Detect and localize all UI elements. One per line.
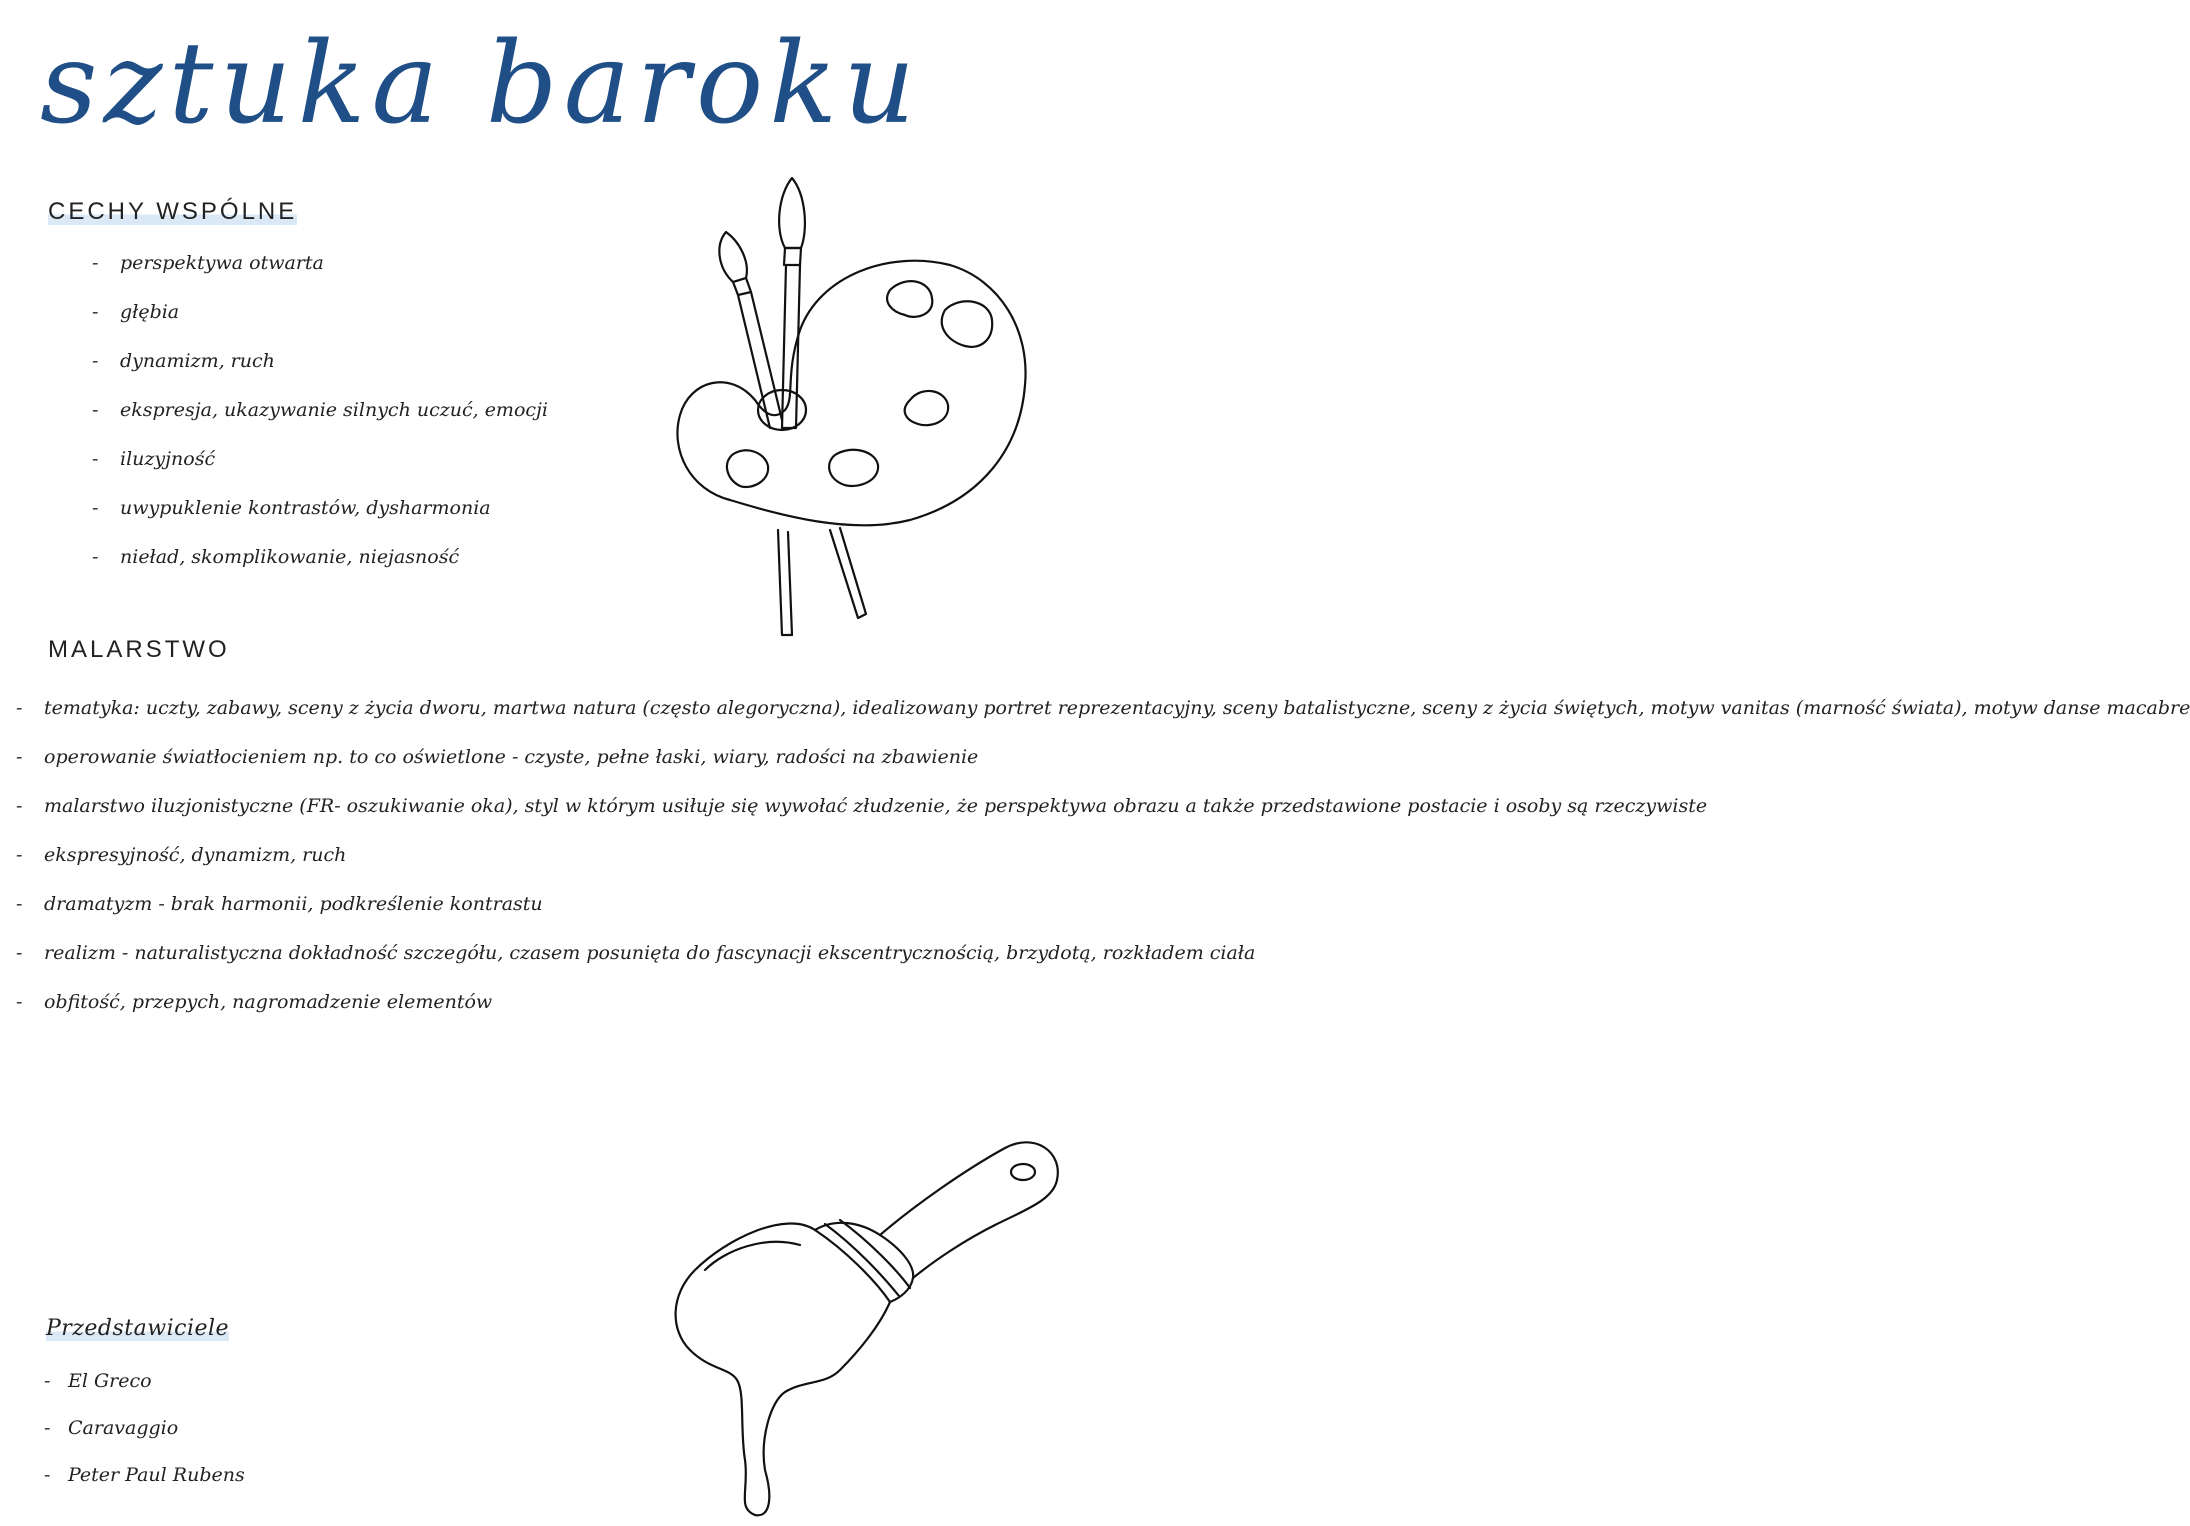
list-item: - malarstwo iluzjonistyczne (FR- oszukiwanie oka), styl w którym usiłuje się wywołać złudzenie, że perspektywa obrazu a także przedstawione postacie i osoby są rzeczywiste (16, 795, 1708, 817)
section-heading-common-features (48, 198, 297, 226)
list-item: - iluzyjność (92, 448, 216, 470)
section-heading-artists (46, 1316, 229, 1341)
list-item: - Caravaggio (44, 1417, 179, 1439)
list-item: - dynamizm, ruch (92, 350, 275, 372)
list-item: - Peter Paul Rubens (44, 1464, 245, 1486)
list-item: - tematyka: uczty, zabawy, sceny z życia dworu, martwa natura (często alegoryczna), idealizowany portret reprezentacyjny, sceny batalistyczne, sceny z życia świętych, motyw vanitas (marność świata), motyw danse macabre (16, 697, 2190, 719)
palette-with-brushes-icon (660, 170, 1040, 650)
list-item: - nieład, skomplikowanie, niejasność (92, 546, 460, 568)
paint-brush-icon (665, 1130, 1075, 1520)
list-item: - dramatyzm - brak harmonii, podkreślenie kontrastu (16, 893, 543, 915)
list-item: - perspektywa otwarta (92, 252, 324, 274)
section-heading-painting (48, 636, 230, 664)
heading-text: MALARSTWO (48, 636, 230, 663)
painting-features-list (0, 684, 2190, 1027)
list-item: - ekspresja, ukazywanie silnych uczuć, emocji (92, 399, 549, 421)
list-item: - obfitość, przepych, nagromadzenie elementów (16, 991, 493, 1013)
list-item: - uwypuklenie kontrastów, dysharmonia (92, 497, 491, 519)
heading-text: Przedstawiciele (46, 1316, 230, 1341)
page-title: sztuka baroku (40, 19, 922, 149)
list-item: - głębia (92, 301, 180, 323)
list-item: - El Greco (44, 1370, 152, 1392)
common-features-list (92, 252, 548, 595)
list-item: - realizm - naturalistyczna dokładność szczegółu, czasem posunięta do fascynacji ekscentrycznością, brzydotą, rozkładem ciała (16, 942, 1256, 964)
heading-text: CECHY WSPÓLNE (48, 198, 298, 225)
list-item: - operowanie światłocieniem np. to co oświetlone - czyste, pełne łaski, wiary, radości na zbawienie (16, 746, 979, 768)
list-item: - ekspresyjność, dynamizm, ruch (16, 844, 347, 866)
artists-list (44, 1370, 245, 1511)
